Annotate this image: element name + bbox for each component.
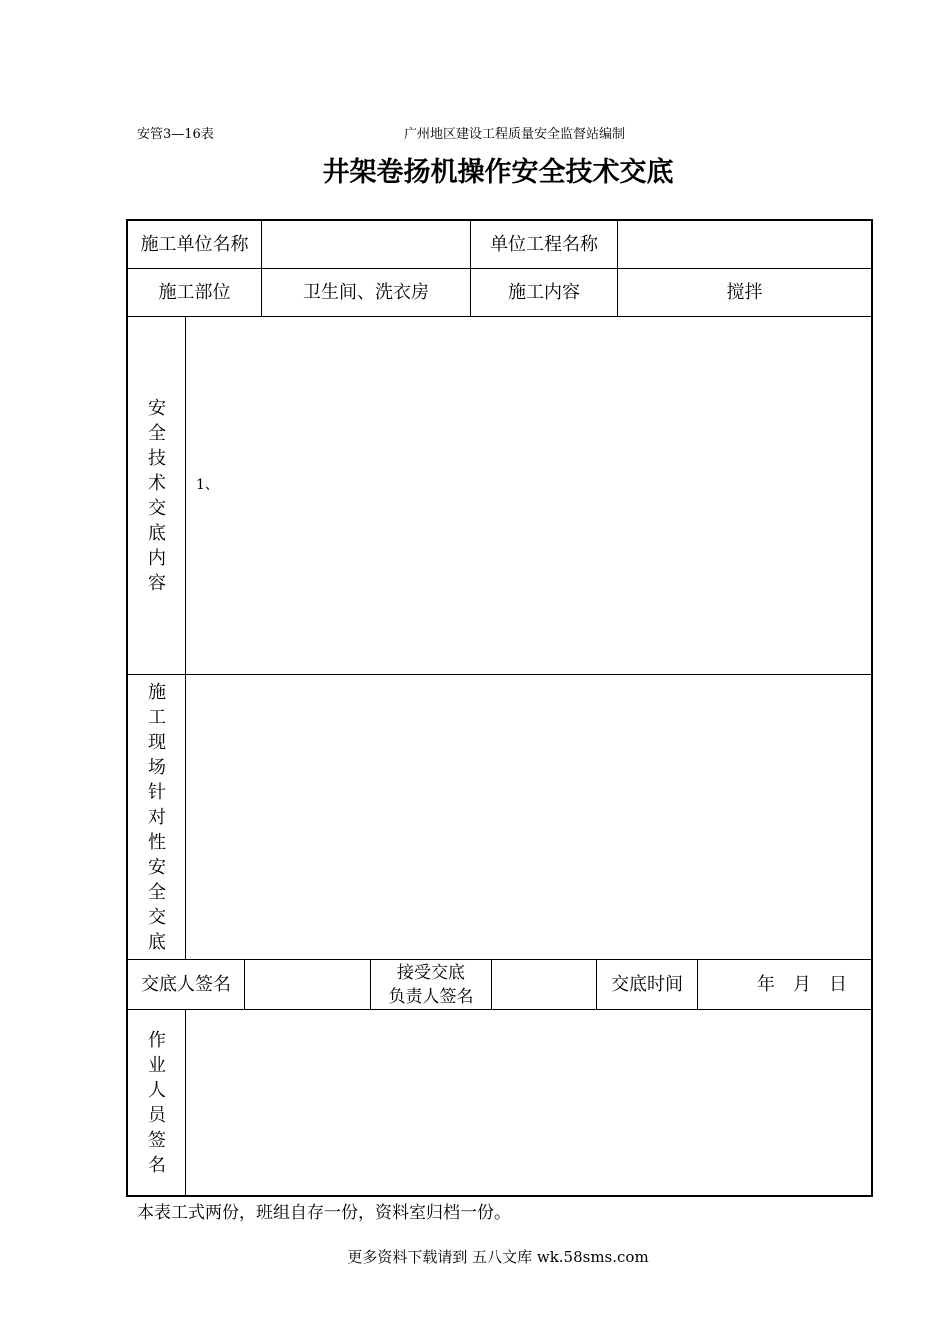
construction-unit-label: 施工单位名称 — [140, 233, 249, 255]
document-title: 井架卷扬机操作安全技术交底 — [322, 157, 674, 188]
receiver-signature-field[interactable] — [492, 960, 596, 1009]
construction-location-field[interactable]: 卫生间、洗衣房 — [303, 281, 429, 303]
row-divider — [127, 674, 872, 675]
label-char: 安 — [148, 857, 166, 878]
label-char: 对 — [148, 807, 166, 828]
workers-signature-field[interactable] — [187, 1011, 871, 1195]
label-char: 容 — [148, 573, 166, 594]
label-char: 术 — [148, 473, 166, 494]
label-char: 名 — [148, 1155, 166, 1176]
construction-location-label: 施工部位 — [158, 281, 231, 303]
discloser-signature-field[interactable] — [245, 960, 370, 1009]
label-char: 技 — [148, 448, 166, 469]
receiver-label-line: 负责人签名 — [388, 986, 474, 1007]
label-char: 施 — [148, 682, 166, 703]
site-specific-label — [128, 680, 186, 955]
label-char: 场 — [148, 757, 166, 778]
disclosure-time-label: 交底时间 — [611, 973, 683, 995]
label-char: 安 — [148, 398, 166, 419]
issuing-organization: 广州地区建设工程质量安全监督站编制 — [404, 127, 626, 142]
copies-note: 本表工式两份，班组自存一份，资料室归档一份。 — [137, 1203, 511, 1223]
safety-content-label — [128, 396, 186, 596]
row-divider — [127, 1009, 872, 1010]
discloser-signature-label: 交底人签名 — [141, 973, 231, 995]
safety-content-item[interactable]: 1、 — [196, 477, 219, 493]
disclosure-date-field[interactable]: 年 月 日 — [757, 973, 847, 995]
project-name-field[interactable] — [618, 221, 871, 268]
label-char: 人 — [148, 1080, 166, 1101]
label-char: 全 — [148, 882, 166, 903]
label-char: 交 — [148, 907, 166, 928]
label-char: 业 — [148, 1055, 166, 1076]
construction-content-label: 施工内容 — [508, 281, 580, 303]
project-name-label: 单位工程名称 — [490, 233, 598, 255]
receiver-label-line: 接受交底 — [397, 962, 465, 983]
label-char: 现 — [148, 732, 166, 753]
label-char: 作 — [148, 1030, 166, 1051]
row-divider — [127, 316, 872, 317]
label-char: 工 — [148, 707, 166, 728]
label-char: 针 — [148, 782, 166, 803]
label-char: 底 — [148, 932, 166, 953]
label-char: 签 — [148, 1130, 166, 1151]
label-char: 全 — [148, 423, 166, 444]
label-char: 底 — [148, 523, 166, 544]
label-char: 内 — [148, 548, 166, 569]
construction-content-field[interactable]: 搅拌 — [726, 281, 763, 303]
label-char: 员 — [148, 1105, 166, 1126]
workers-signature-label — [128, 1028, 186, 1178]
receiver-signature-label — [371, 960, 491, 1009]
footer-text: 更多资料下载请到 五八文库 wk.58sms.com — [347, 1248, 649, 1266]
label-char: 性 — [148, 832, 166, 853]
form-code: 安管3—16表 — [137, 127, 214, 142]
construction-unit-field[interactable] — [262, 221, 470, 268]
site-specific-field[interactable] — [187, 676, 871, 958]
label-char: 交 — [148, 498, 166, 519]
